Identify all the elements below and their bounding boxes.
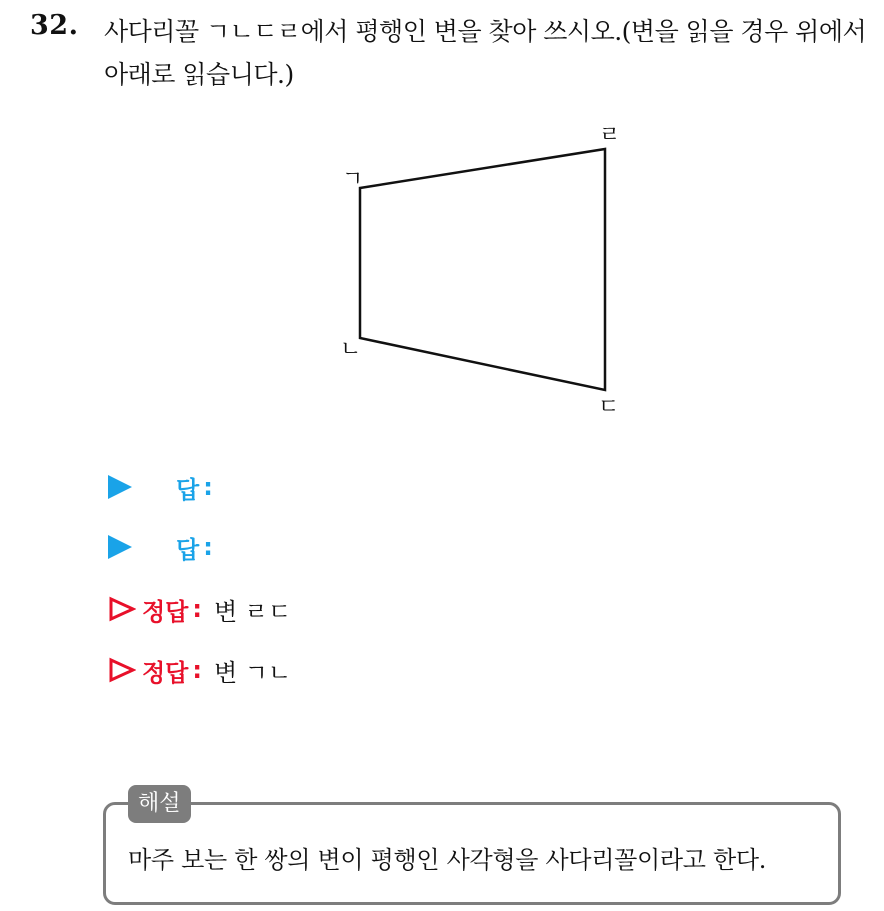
- vertex-label-giyeok: ㄱ: [342, 167, 364, 192]
- question-number: 32.: [30, 10, 79, 41]
- answer-label: 답: [176, 475, 200, 504]
- explanation-text: 마주 보는 한 쌍의 변이 평행인 사각형을 사다리꼴이라고 한다.: [128, 846, 767, 874]
- answer-row-1: [108, 470, 225, 504]
- answer-colon: :: [203, 533, 213, 561]
- correct-answer-row-2: [108, 653, 291, 687]
- answer-colon: :: [203, 473, 213, 501]
- answer-label: 답: [176, 535, 200, 564]
- red-outline-triangle-icon: [108, 657, 136, 683]
- answer-row-2: [108, 530, 225, 564]
- blue-triangle-icon: [108, 475, 132, 499]
- explanation-tag: 해설: [128, 785, 191, 823]
- correct-answer-row-1: [108, 592, 291, 626]
- correct-answer-label: 정답: [142, 597, 189, 626]
- correct-answer-label: 정답: [142, 658, 189, 687]
- red-outline-triangle-icon: [108, 596, 136, 622]
- blue-triangle-icon: [108, 535, 132, 559]
- correct-answer-value: 변 ㄹㄷ: [213, 597, 292, 626]
- answer-colon: :: [192, 656, 202, 684]
- trapezoid-shape: [360, 149, 605, 390]
- vertex-label-digeut: ㄷ: [598, 395, 620, 420]
- vertex-label-rieul: ㄹ: [599, 123, 621, 148]
- question-text: 사다리꼴 ㄱㄴㄷㄹ에서 평행인 변을 찾아 쓰시오.(변을 읽을 경우 위에서 아래로 읽습니다.): [104, 17, 867, 89]
- vertex-label-nieun: ㄴ: [340, 337, 362, 362]
- correct-answer-value: 변 ㄱㄴ: [213, 658, 292, 687]
- answer-colon: :: [192, 595, 202, 623]
